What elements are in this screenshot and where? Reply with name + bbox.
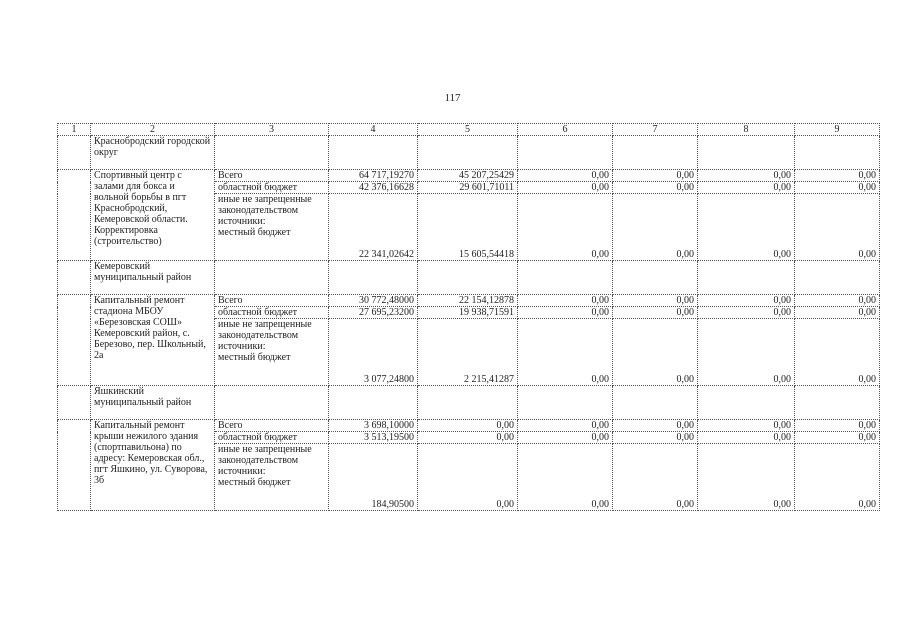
empty-cell xyxy=(418,261,518,295)
empty-cell xyxy=(518,386,613,420)
budget-table xyxy=(57,123,880,511)
empty-cell xyxy=(613,136,698,170)
funding-source: Всего xyxy=(215,295,329,307)
page-number: 117 xyxy=(444,92,461,104)
value-cell: 0,00 xyxy=(613,295,698,307)
column-header: 4 xyxy=(329,124,418,136)
value-cell: 0,00 xyxy=(613,420,698,432)
empty-cell xyxy=(795,136,880,170)
value-cell: 0,00 xyxy=(698,170,795,182)
empty-cell xyxy=(613,261,698,295)
empty-cell xyxy=(418,136,518,170)
value-cell: 0,00 xyxy=(518,295,613,307)
section-title: Краснобродский городской округ xyxy=(91,136,215,170)
funding-source: Всего xyxy=(215,170,329,182)
value-cell: 0,00 xyxy=(698,295,795,307)
value-cell: 0,00 xyxy=(795,182,880,194)
funding-source-label: иные не запрещенные законодательством источники: xyxy=(218,444,312,477)
value-cell: 15 605,54418 xyxy=(418,194,518,261)
empty-cell xyxy=(698,261,795,295)
section-title: Яшкинский муниципальный район xyxy=(91,386,215,420)
value-cell: 2 215,41287 xyxy=(418,319,518,386)
empty-cell xyxy=(58,386,91,420)
funding-source-local: местный бюджет xyxy=(218,352,291,363)
value-cell: 0,00 xyxy=(613,319,698,386)
object-name: Спортивный центр с залами для бокса и вольной борьбы в пгт Краснобродский, Кемеровской области. Корректировка (строительство) xyxy=(91,170,215,261)
column-header: 5 xyxy=(418,124,518,136)
value-cell: 184,90500 xyxy=(329,444,418,511)
section-title-row xyxy=(58,386,880,420)
value-cell: 0,00 xyxy=(795,307,880,319)
value-cell: 0,00 xyxy=(418,432,518,444)
empty-cell xyxy=(58,170,91,261)
value-cell: 0,00 xyxy=(795,319,880,386)
empty-cell xyxy=(613,386,698,420)
value-cell: 0,00 xyxy=(418,420,518,432)
column-header: 6 xyxy=(518,124,613,136)
column-header: 3 xyxy=(215,124,329,136)
value-cell: 0,00 xyxy=(698,194,795,261)
value-cell: 45 207,25429 xyxy=(418,170,518,182)
value-cell: 0,00 xyxy=(613,182,698,194)
value-cell: 0,00 xyxy=(795,420,880,432)
column-header: 8 xyxy=(698,124,795,136)
empty-cell xyxy=(329,386,418,420)
value-cell: 0,00 xyxy=(795,194,880,261)
funding-source: областной бюджет xyxy=(215,432,329,444)
funding-source xyxy=(215,319,329,386)
empty-cell xyxy=(215,386,329,420)
funding-source-label: иные не запрещенные законодательством источники: xyxy=(218,319,312,352)
funding-source xyxy=(215,444,329,511)
value-cell: 0,00 xyxy=(613,432,698,444)
value-cell: 0,00 xyxy=(518,444,613,511)
empty-cell xyxy=(418,386,518,420)
empty-cell xyxy=(795,386,880,420)
value-cell: 0,00 xyxy=(698,432,795,444)
empty-cell xyxy=(58,136,91,170)
empty-cell xyxy=(329,136,418,170)
value-cell: 0,00 xyxy=(518,432,613,444)
value-cell: 0,00 xyxy=(613,194,698,261)
value-cell: 0,00 xyxy=(698,420,795,432)
section-title: Кемеровский муниципальный район xyxy=(91,261,215,295)
value-cell: 0,00 xyxy=(795,444,880,511)
value-cell: 0,00 xyxy=(518,420,613,432)
object-name: Капитальный ремонт стадиона МБОУ «Березовская СОШ» Кемеровский район, с. Березово, пер. Школьный, 2а xyxy=(91,295,215,386)
funding-source: Всего xyxy=(215,420,329,432)
object-name: Капитальный ремонт крыши нежилого здания (спортпавильона) по адресу: Кемеровская обл., пгт Яшкино, ул. Суворова, 3б xyxy=(91,420,215,511)
value-cell: 0,00 xyxy=(418,444,518,511)
section-title-row xyxy=(58,136,880,170)
empty-cell xyxy=(58,261,91,295)
column-header: 7 xyxy=(613,124,698,136)
value-cell: 22 341,02642 xyxy=(329,194,418,261)
funding-source-local: местный бюджет xyxy=(218,477,291,488)
empty-cell xyxy=(215,136,329,170)
value-cell: 0,00 xyxy=(795,432,880,444)
funding-source: областной бюджет xyxy=(215,182,329,194)
value-cell: 64 717,19270 xyxy=(329,170,418,182)
table-row xyxy=(58,295,880,307)
value-cell: 22 154,12878 xyxy=(418,295,518,307)
value-cell: 0,00 xyxy=(518,170,613,182)
value-cell: 0,00 xyxy=(518,182,613,194)
value-cell: 0,00 xyxy=(613,444,698,511)
empty-cell xyxy=(215,261,329,295)
funding-source-local: местный бюджет xyxy=(218,227,291,238)
value-cell: 42 376,16628 xyxy=(329,182,418,194)
value-cell: 0,00 xyxy=(518,307,613,319)
empty-cell xyxy=(795,261,880,295)
empty-cell xyxy=(58,295,91,386)
value-cell: 0,00 xyxy=(698,307,795,319)
value-cell: 3 077,24800 xyxy=(329,319,418,386)
funding-source: областной бюджет xyxy=(215,307,329,319)
funding-source-label: иные не запрещенные законодательством источники: xyxy=(218,194,312,227)
column-header: 1 xyxy=(58,124,91,136)
empty-cell xyxy=(698,136,795,170)
empty-cell xyxy=(518,136,613,170)
value-cell: 0,00 xyxy=(795,295,880,307)
column-header-row xyxy=(58,124,880,136)
value-cell: 27 695,23200 xyxy=(329,307,418,319)
value-cell: 3 698,10000 xyxy=(329,420,418,432)
empty-cell xyxy=(518,261,613,295)
value-cell: 0,00 xyxy=(518,194,613,261)
table-row xyxy=(58,420,880,432)
column-header: 2 xyxy=(91,124,215,136)
value-cell: 0,00 xyxy=(698,319,795,386)
value-cell: 0,00 xyxy=(698,182,795,194)
value-cell: 0,00 xyxy=(613,307,698,319)
empty-cell xyxy=(698,386,795,420)
funding-source xyxy=(215,194,329,261)
empty-cell xyxy=(329,261,418,295)
section-title-row xyxy=(58,261,880,295)
column-header: 9 xyxy=(795,124,880,136)
empty-cell xyxy=(58,420,91,511)
value-cell: 0,00 xyxy=(518,319,613,386)
value-cell: 3 513,19500 xyxy=(329,432,418,444)
value-cell: 0,00 xyxy=(613,170,698,182)
value-cell: 30 772,48000 xyxy=(329,295,418,307)
value-cell: 0,00 xyxy=(698,444,795,511)
value-cell: 0,00 xyxy=(795,170,880,182)
table-row xyxy=(58,170,880,182)
value-cell: 19 938,71591 xyxy=(418,307,518,319)
value-cell: 29 601,71011 xyxy=(418,182,518,194)
